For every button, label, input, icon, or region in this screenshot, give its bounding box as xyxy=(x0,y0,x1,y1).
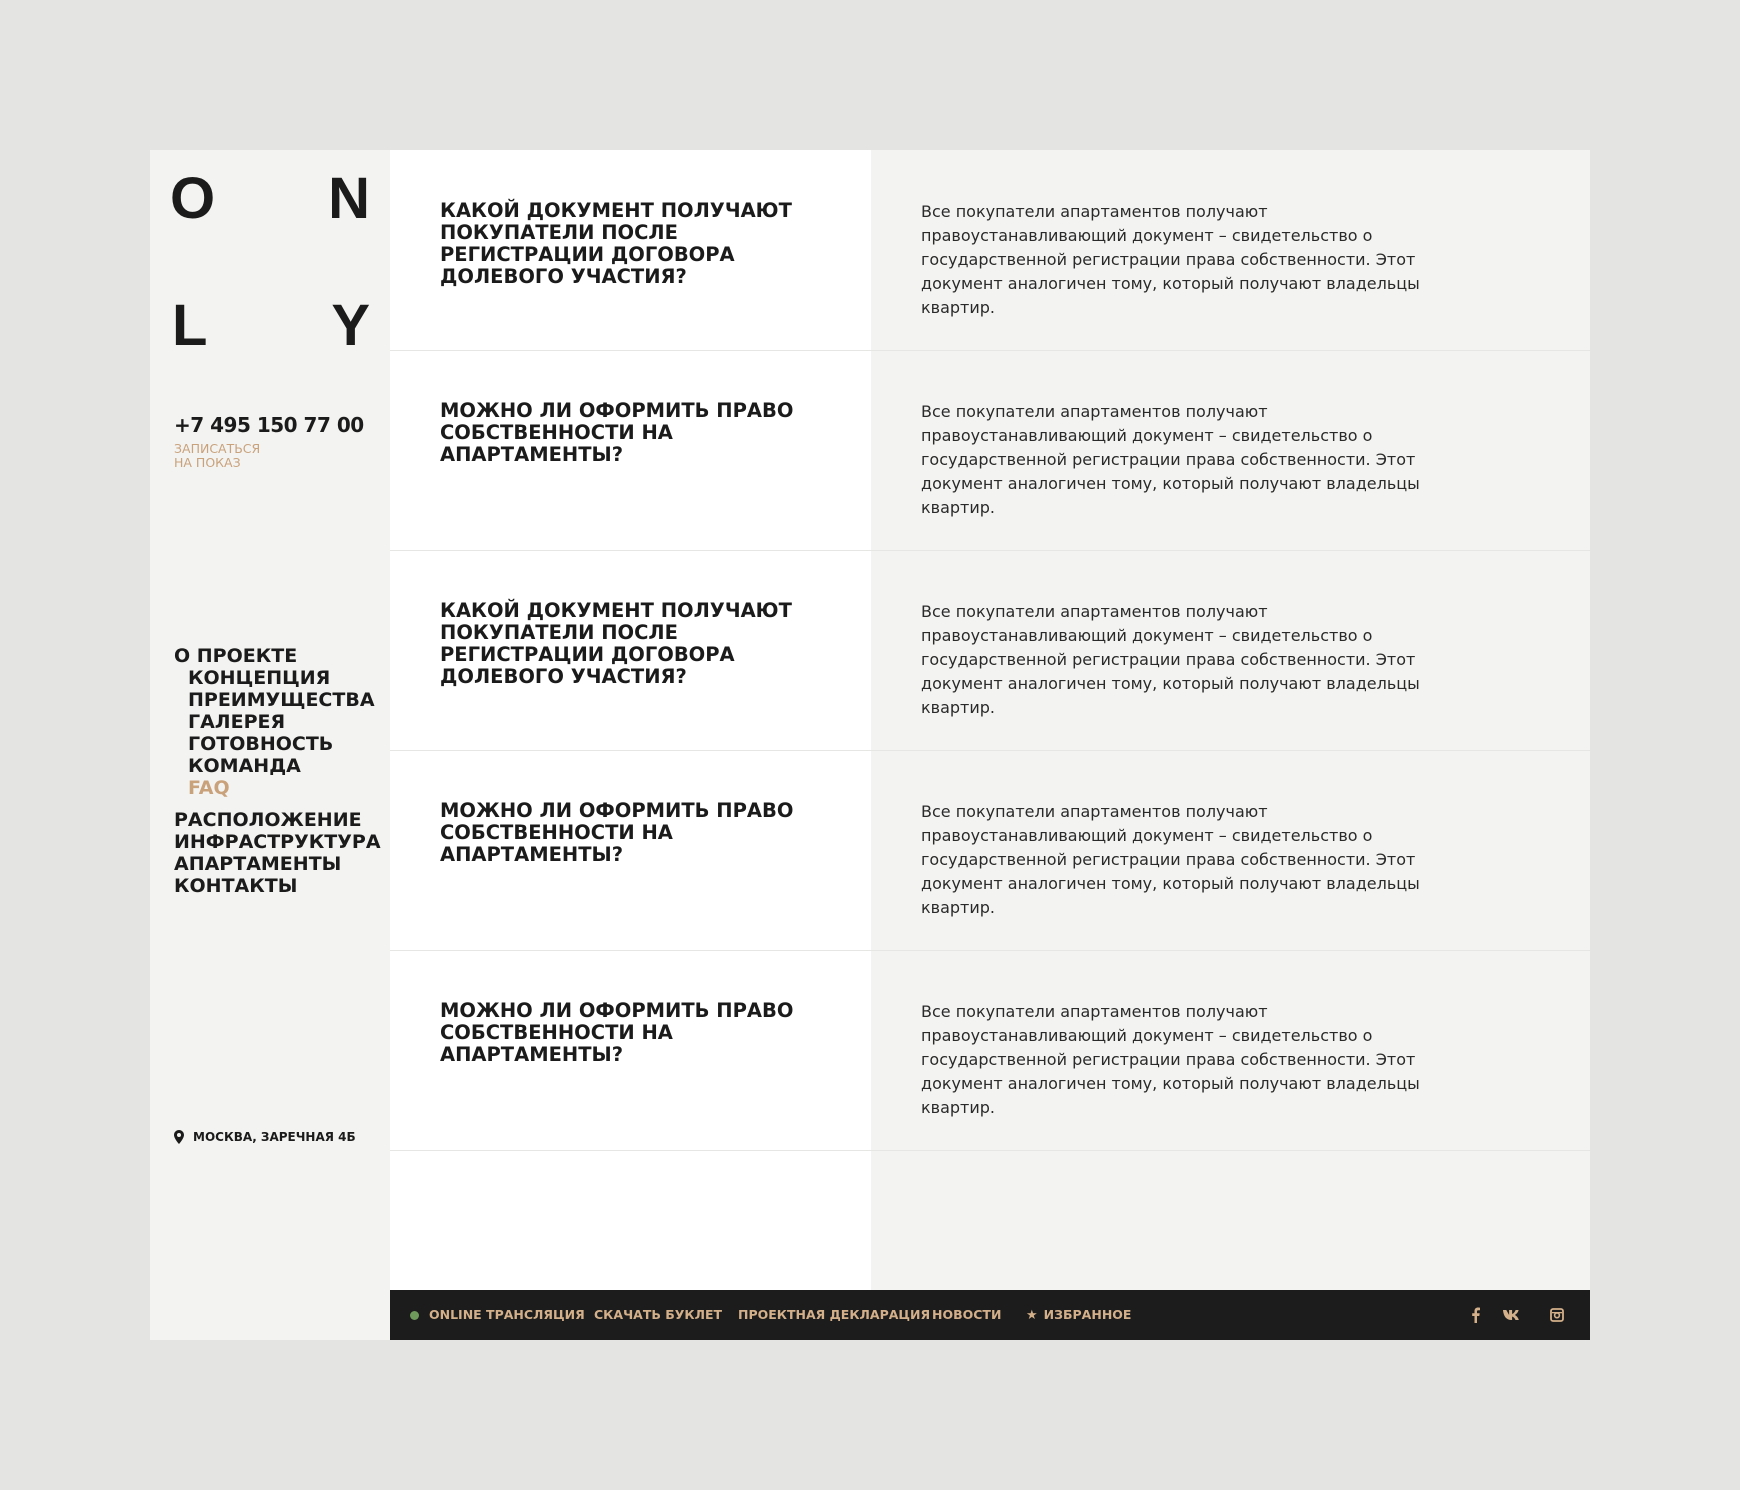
faq-question[interactable]: КАКОЙ ДОКУМЕНТ ПОЛУЧАЮТ ПОКУПАТЕЛИ ПОСЛЕ РЕГИСТРАЦИИ ДОГОВОРА ДОЛЕВОГО УЧАСТИЯ? xyxy=(440,199,792,288)
main-nav xyxy=(174,645,381,897)
faq-row xyxy=(390,350,1590,551)
nav-item-location[interactable]: РАСПОЛОЖЕНИЕ xyxy=(174,809,362,831)
nav-item-faq[interactable]: FAQ xyxy=(188,777,230,799)
sidebar xyxy=(150,150,390,1340)
online-stream-label: ONLINE ТРАНСЛЯЦИЯ xyxy=(429,1307,585,1322)
faq-question[interactable]: МОЖНО ЛИ ОФОРМИТЬ ПРАВО СОБСТВЕННОСТИ НА АПАРТАМЕНТЫ? xyxy=(440,399,794,466)
faq-section xyxy=(390,150,1590,1290)
faq-question[interactable]: МОЖНО ЛИ ОФОРМИТЬ ПРАВО СОБСТВЕННОСТИ НА АПАРТАМЕНТЫ? xyxy=(440,799,794,866)
faq-answer: Все покупатели апартаментов получают правоустанавливающий документ – свидетельство о государственной регистрации права собственности. Этот документ аналогичен тому, который получают владельцы квартир. xyxy=(921,202,1420,317)
nav-item-about[interactable]: О ПРОЕКТЕ xyxy=(174,645,298,667)
project-declaration-link[interactable]: ПРОЕКТНАЯ ДЕКЛАРАЦИЯ xyxy=(738,1307,931,1322)
nav-item-gallery[interactable]: ГАЛЕРЕЯ xyxy=(188,711,286,733)
bottom-bar xyxy=(390,1290,1590,1340)
signup-line: ЗАПИСАТЬСЯ xyxy=(174,441,261,456)
address xyxy=(174,1130,356,1144)
favorites-link[interactable] xyxy=(1026,1290,1131,1340)
news-link[interactable]: НОВОСТИ xyxy=(932,1307,1002,1322)
address-text: МОСКВА, ЗАРЕЧНАЯ 4Б xyxy=(193,1130,356,1144)
instagram-icon[interactable] xyxy=(1547,1305,1567,1325)
page-frame xyxy=(150,150,1590,1340)
nav-spacer xyxy=(174,799,381,809)
nav-item-contacts[interactable]: КОНТАКТЫ xyxy=(174,875,298,897)
nav-item-concept[interactable]: КОНЦЕПЦИЯ xyxy=(188,667,331,689)
logo-letter: Y xyxy=(331,293,370,358)
logo[interactable] xyxy=(170,166,370,358)
logo-letter: L xyxy=(172,293,208,358)
nav-item-infrastructure[interactable]: ИНФРАСТРУКТУРА xyxy=(174,831,381,853)
location-pin-icon xyxy=(174,1130,184,1144)
faq-question[interactable]: МОЖНО ЛИ ОФОРМИТЬ ПРАВО СОБСТВЕННОСТИ НА АПАРТАМЕНТЫ? xyxy=(440,999,794,1066)
facebook-icon[interactable] xyxy=(1465,1305,1485,1325)
faq-answer: Все покупатели апартаментов получают правоустанавливающий документ – свидетельство о государственной регистрации права собственности. Этот документ аналогичен тому, который получают владельцы квартир. xyxy=(921,602,1420,717)
signup-link[interactable] xyxy=(174,442,294,470)
signup-line: НА ПОКАЗ xyxy=(174,455,241,470)
faq-question[interactable]: КАКОЙ ДОКУМЕНТ ПОЛУЧАЮТ ПОКУПАТЕЛИ ПОСЛЕ РЕГИСТРАЦИИ ДОГОВОРА ДОЛЕВОГО УЧАСТИЯ? xyxy=(440,599,792,688)
faq-answer: Все покупатели апартаментов получают правоустанавливающий документ – свидетельство о государственной регистрации права собственности. Этот документ аналогичен тому, который получают владельцы квартир. xyxy=(921,1002,1420,1117)
nav-item-team[interactable]: КОМАНДА xyxy=(188,755,301,777)
online-stream-link[interactable] xyxy=(410,1290,585,1340)
faq-answer: Все покупатели апартаментов получают правоустанавливающий документ – свидетельство о государственной регистрации права собственности. Этот документ аналогичен тому, который получают владельцы квартир. xyxy=(921,402,1420,517)
logo-letter: N xyxy=(328,166,370,231)
live-status-icon xyxy=(410,1311,419,1320)
favorites-label: ИЗБРАННОЕ xyxy=(1043,1307,1132,1322)
faq-answer: Все покупатели апартаментов получают правоустанавливающий документ – свидетельство о государственной регистрации права собственности. Этот документ аналогичен тому, который получают владельцы квартир. xyxy=(921,802,1420,917)
vk-icon[interactable] xyxy=(1500,1305,1524,1325)
faq-row xyxy=(390,150,1590,351)
nav-item-advantages[interactable]: ПРЕИМУЩЕСТВА xyxy=(188,689,375,711)
download-booklet-link[interactable]: СКАЧАТЬ БУКЛЕТ xyxy=(594,1307,723,1322)
star-icon: ★ xyxy=(1026,1308,1038,1323)
phone-number[interactable]: +7 495 150 77 00 xyxy=(174,413,364,437)
nav-item-readiness[interactable]: ГОТОВНОСТЬ xyxy=(188,733,334,755)
logo-letter: O xyxy=(170,166,216,231)
faq-row xyxy=(390,950,1590,1151)
nav-item-apartments[interactable]: АПАРТАМЕНТЫ xyxy=(174,853,342,875)
faq-row xyxy=(390,750,1590,951)
faq-row xyxy=(390,550,1590,751)
